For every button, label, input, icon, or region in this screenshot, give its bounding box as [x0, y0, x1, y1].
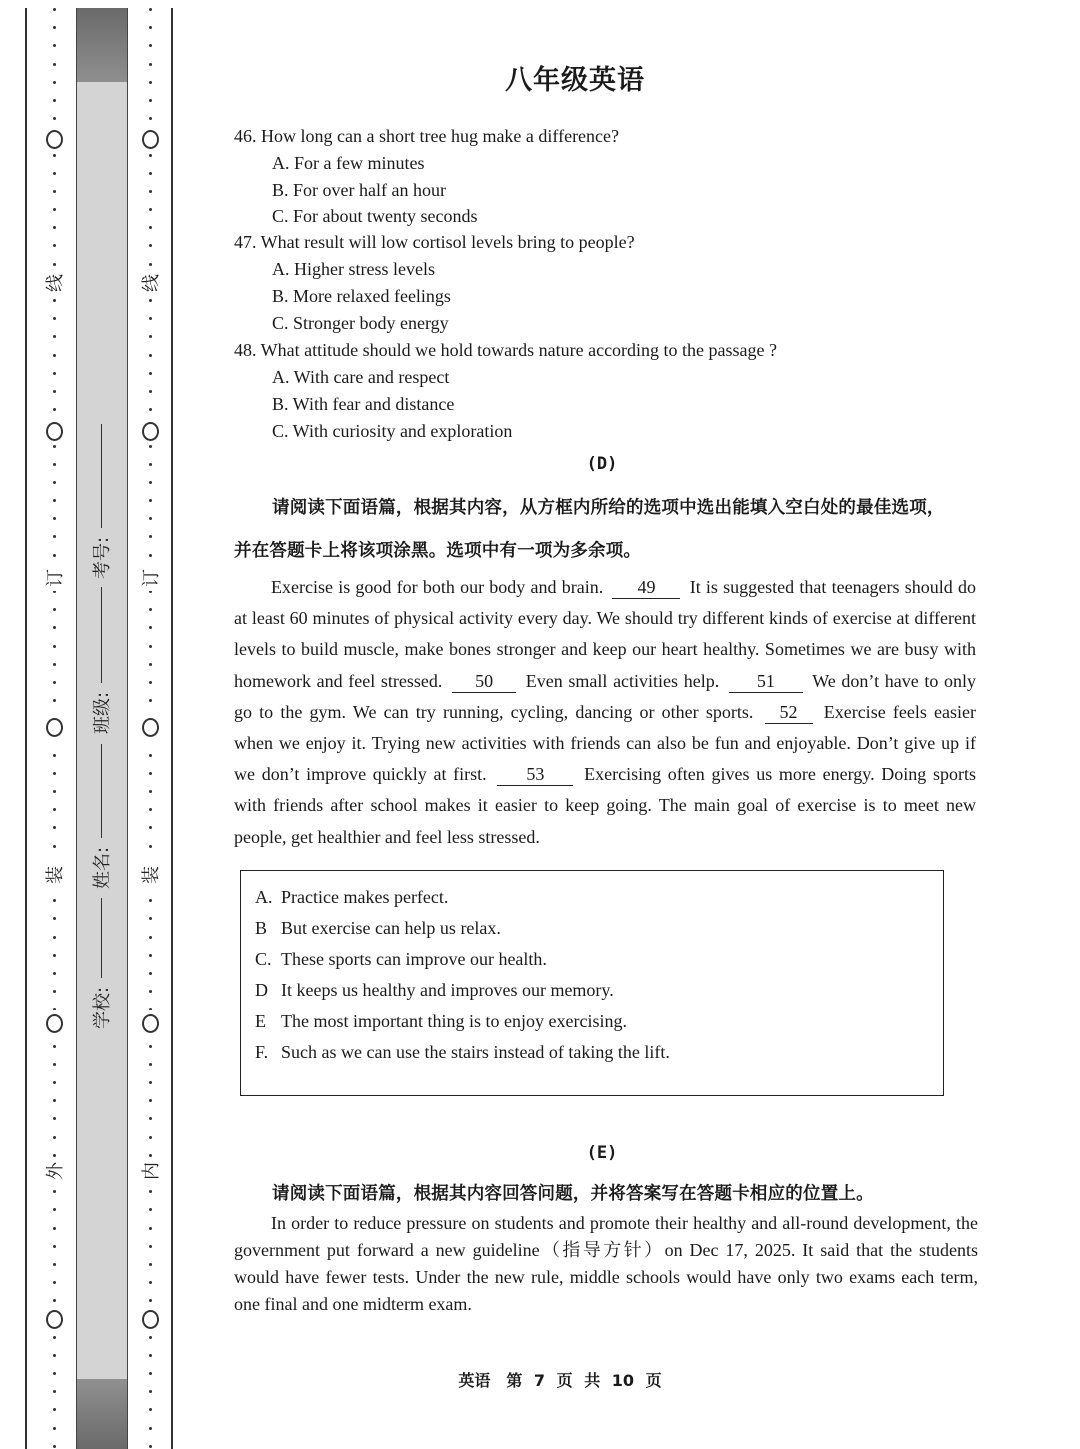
class-field[interactable] [88, 585, 114, 743]
blank-50: 50 [452, 670, 516, 693]
option-48c: C. With curiosity and exploration [272, 421, 513, 441]
question-47: 47. What result will low cortisol levels bring to people? [234, 232, 635, 252]
option-46c: C. For about twenty seconds [272, 206, 478, 226]
section-d-label: (D) [586, 454, 618, 474]
seal-mark-xian: 线 [41, 270, 67, 296]
option-47c: C. Stronger body energy [272, 313, 449, 333]
inner-border-line [171, 8, 173, 1449]
blank-49: 49 [612, 576, 680, 599]
option-47b: B. More relaxed feelings [272, 286, 451, 306]
name-label: 姓名: [92, 846, 113, 890]
box-option-b: B But exercise can help us relax. [255, 918, 501, 938]
section-d-instruction-line2: 并在答题卡上将该项涂黑。选项中有一项为多余项。 [234, 541, 642, 561]
blank-52: 52 [765, 701, 813, 724]
class-label: 班级: [92, 691, 113, 735]
outer-border-line [25, 8, 27, 1449]
section-d-passage [234, 572, 976, 853]
seal-mark-zhuang: 装 [41, 862, 67, 888]
option-48a: A. With care and respect [272, 367, 450, 387]
seal-mark-nei: 内 [137, 1158, 163, 1184]
name-field[interactable] [88, 742, 114, 898]
circle-mark [137, 418, 163, 444]
circle-mark [41, 714, 67, 740]
exam-number-field[interactable] [88, 422, 114, 588]
option-46a: A. For a few minutes [272, 153, 425, 173]
passage-sentence: We don’t have to only go to the gym. We can try running, cycling, dancing or other sports. [234, 670, 977, 722]
option-46b: B. For over half an hour [272, 180, 446, 200]
passage-sentence: Exercise is good for both our body and brain. [271, 577, 604, 597]
seal-mark-wai: 外 [41, 1158, 67, 1184]
passage-sentence: Exercising often gives us more energy. Doing sports with friends after school makes it easier to keep going. The main goal of exercise is to meet new people, get healthier and feel less stressed. [234, 764, 977, 847]
circle-mark [41, 126, 67, 152]
seal-mark-zhuang: 装 [137, 862, 163, 888]
school-label: 学校: [92, 986, 113, 1030]
seal-mark-ding: 订 [137, 565, 163, 591]
blank-53: 53 [497, 763, 573, 786]
passage-sentence: Even small activities help. [525, 670, 720, 691]
option-47a: A. Higher stress levels [272, 259, 435, 279]
question-48: 48. What attitude should we hold towards nature according to the passage ? [234, 340, 778, 360]
page-footer: 英语 第 7 页 共 10 页 [458, 1371, 662, 1390]
box-option-c: C. These sports can improve our health. [255, 949, 547, 969]
section-e-instruction: 请阅读下面语篇，根据其内容回答问题，并将答案写在答题卡相应的位置上。 [272, 1184, 874, 1204]
circle-mark [41, 1010, 67, 1036]
box-option-a: A. Practice makes perfect. [255, 887, 449, 907]
circle-mark [137, 1306, 163, 1332]
circle-mark [137, 1010, 163, 1036]
school-field[interactable] [88, 896, 114, 1038]
seal-mark-ding: 订 [41, 565, 67, 591]
passage-text: In order to reduce pressure on students and promote their healthy and all-round development, the government put forward a new guideline（指导方针）on Dec 17, 2025. It said that the students would have fewer tests. Under the new rule, middle schools would have only two exams each term, one final and one midterm exam. [234, 1213, 978, 1314]
circle-mark [137, 126, 163, 152]
circle-mark [41, 1306, 67, 1332]
section-e-label: (E) [586, 1143, 618, 1163]
circle-mark [137, 714, 163, 740]
seal-mark-xian: 线 [137, 270, 163, 296]
page-title: 八年级英语 [505, 65, 645, 96]
option-48b: B. With fear and distance [272, 394, 455, 414]
circle-mark [41, 418, 67, 444]
blank-51: 51 [729, 670, 803, 693]
box-option-e: E The most important thing is to enjoy exercising. [255, 1011, 627, 1031]
passage-sentence: It is suggested that teenagers should do at least 60 minutes of physical activity every day. We should try different kinds of exercise at different levels to build muscle, make bones stronger and keep our heart healthy. Sometimes we are busy with homework and feel stressed. [234, 577, 977, 691]
question-46: 46. How long can a short tree hug make a difference? [234, 126, 620, 146]
answer-options-box [240, 870, 944, 1096]
box-option-f: F. Such as we can use the stairs instead of taking the lift. [255, 1042, 670, 1062]
section-e-passage [234, 1210, 978, 1318]
box-option-d: D It keeps us healthy and improves our memory. [255, 980, 614, 1000]
section-d-instruction-line1: 请阅读下面语篇，根据其内容，从方框内所给的选项中选出能填入空白处的最佳选项， [272, 498, 945, 518]
binding-margin [0, 0, 180, 1449]
exam-number-label: 考号: [92, 536, 113, 580]
passage-sentence: Exercise feels easier when we enjoy it. Trying new activities with friends can also be fun and enjoyable. Don’t give up if we don’t improve quickly at first. [234, 701, 976, 785]
